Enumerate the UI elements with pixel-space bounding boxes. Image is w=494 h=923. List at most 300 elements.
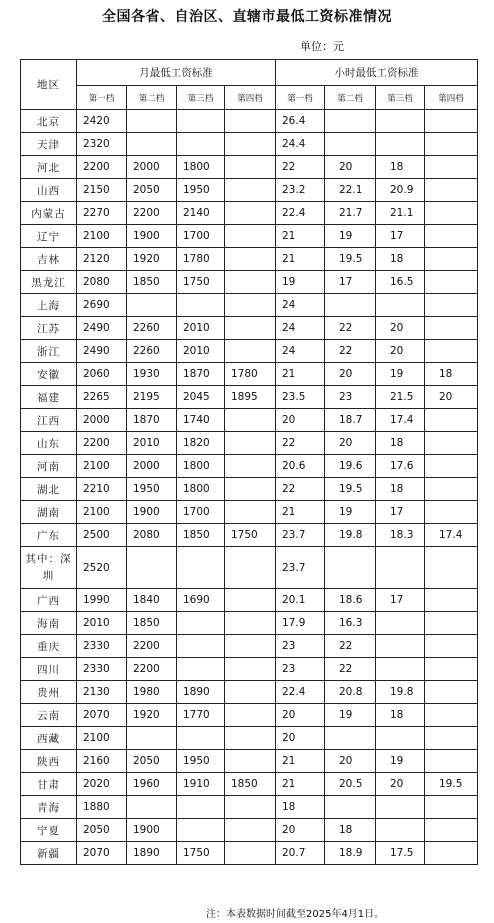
hourly-tier-3-cell: 20 <box>376 340 425 363</box>
monthly-tier-3-cell: 1770 <box>177 704 225 727</box>
region-cell: 海南 <box>21 612 77 635</box>
monthly-tier-4-cell <box>225 796 276 819</box>
monthly-tier-3-cell <box>177 612 225 635</box>
monthly-tier-2-cell: 2080 <box>127 524 177 547</box>
hourly-tier-3-cell <box>376 796 425 819</box>
monthly-tier-2-cell: 1870 <box>127 409 177 432</box>
monthly-tier-1-cell: 2330 <box>77 658 127 681</box>
hourly-tier-3-cell: 17 <box>376 589 425 612</box>
hourly-tier-1-cell: 24 <box>276 317 325 340</box>
monthly-tier-2-cell: 1950 <box>127 478 177 501</box>
region-cell: 江西 <box>21 409 77 432</box>
region-cell: 河北 <box>21 156 77 179</box>
monthly-tier-4-cell <box>225 589 276 612</box>
hourly-tier-3-cell: 20 <box>376 317 425 340</box>
monthly-tier-1-cell: 2100 <box>77 225 127 248</box>
monthly-tier-2-cell: 2200 <box>127 658 177 681</box>
table-row <box>21 478 478 501</box>
monthly-tier-3-cell <box>177 110 225 133</box>
monthly-tier-4-cell <box>225 202 276 225</box>
hourly-tier-1-cell: 23 <box>276 635 325 658</box>
hourly-tier-3-cell: 18.3 <box>376 524 425 547</box>
table-row <box>21 750 478 773</box>
hourly-tier-3-cell: 16.5 <box>376 271 425 294</box>
table-row <box>21 386 478 409</box>
monthly-tier-2-cell: 2000 <box>127 455 177 478</box>
hourly-tier-4-cell: 19.5 <box>425 773 478 796</box>
monthly-tier-4-cell <box>225 432 276 455</box>
hourly-tier-4-cell <box>425 225 478 248</box>
region-cell: 天津 <box>21 133 77 156</box>
hourly-tier-2-cell <box>325 547 376 589</box>
region-cell: 陕西 <box>21 750 77 773</box>
hourly-tier-1-cell: 23.7 <box>276 524 325 547</box>
hourly-tier-1-cell: 22 <box>276 432 325 455</box>
hourly-tier-1-cell: 20 <box>276 409 325 432</box>
table-row <box>21 271 478 294</box>
region-cell: 西藏 <box>21 727 77 750</box>
monthly-tier-1-cell: 2050 <box>77 819 127 842</box>
monthly-tier-3-cell: 1950 <box>177 750 225 773</box>
region-cell: 黑龙江 <box>21 271 77 294</box>
monthly-tier-1-cell: 2520 <box>77 547 127 589</box>
hourly-tier-2-cell: 19.8 <box>325 524 376 547</box>
monthly-tier-4-cell <box>225 612 276 635</box>
hourly-tier-3-cell <box>376 819 425 842</box>
hourly-tier-1-cell: 23.5 <box>276 386 325 409</box>
monthly-tier-4-cell <box>225 225 276 248</box>
hourly-tier-4-cell <box>425 727 478 750</box>
monthly-tier-4-cell <box>225 819 276 842</box>
hourly-tier-4-cell <box>425 248 478 271</box>
hourly-tier-3-cell: 19 <box>376 363 425 386</box>
hourly-tier-4-cell <box>425 409 478 432</box>
region-cell: 北京 <box>21 110 77 133</box>
table-row <box>21 589 478 612</box>
monthly-tier-1-cell: 2200 <box>77 432 127 455</box>
monthly-tier-2-cell <box>127 547 177 589</box>
hourly-tier-3-header: 第三档 <box>376 86 425 110</box>
monthly-tier-1-cell: 2100 <box>77 455 127 478</box>
monthly-tier-2-cell: 1850 <box>127 612 177 635</box>
hourly-tier-4-cell: 17.4 <box>425 524 478 547</box>
hourly-header: 小时最低工资标准 <box>276 60 478 86</box>
table-row <box>21 248 478 271</box>
hourly-tier-3-cell: 18 <box>376 704 425 727</box>
monthly-tier-4-cell <box>225 156 276 179</box>
monthly-tier-3-cell <box>177 294 225 317</box>
hourly-tier-1-cell: 20.6 <box>276 455 325 478</box>
monthly-tier-4-cell <box>225 635 276 658</box>
monthly-tier-3-cell: 2045 <box>177 386 225 409</box>
monthly-tier-1-cell: 2150 <box>77 179 127 202</box>
hourly-tier-4-cell <box>425 156 478 179</box>
monthly-tier-2-cell: 1900 <box>127 819 177 842</box>
hourly-tier-4-cell <box>425 110 478 133</box>
monthly-tier-4-cell <box>225 294 276 317</box>
monthly-tier-3-cell: 1890 <box>177 681 225 704</box>
monthly-tier-2-cell: 2195 <box>127 386 177 409</box>
monthly-tier-4-cell <box>225 455 276 478</box>
hourly-tier-2-cell: 19 <box>325 704 376 727</box>
hourly-tier-1-cell: 24.4 <box>276 133 325 156</box>
table-row <box>21 704 478 727</box>
hourly-tier-4-cell <box>425 501 478 524</box>
region-cell: 湖北 <box>21 478 77 501</box>
table-row <box>21 658 478 681</box>
hourly-tier-4-cell <box>425 547 478 589</box>
hourly-tier-3-cell: 18 <box>376 478 425 501</box>
monthly-tier-2-cell: 1980 <box>127 681 177 704</box>
monthly-tier-3-cell: 1950 <box>177 179 225 202</box>
monthly-tier-2-cell <box>127 294 177 317</box>
hourly-tier-2-cell <box>325 796 376 819</box>
monthly-tier-3-cell: 1750 <box>177 271 225 294</box>
hourly-tier-4-cell <box>425 202 478 225</box>
monthly-tier-2-cell <box>127 133 177 156</box>
hourly-tier-2-cell <box>325 727 376 750</box>
monthly-tier-3-cell: 1870 <box>177 363 225 386</box>
monthly-tier-3-cell: 2010 <box>177 340 225 363</box>
table-row <box>21 179 478 202</box>
region-cell: 福建 <box>21 386 77 409</box>
region-cell: 山西 <box>21 179 77 202</box>
hourly-tier-1-cell: 21 <box>276 750 325 773</box>
monthly-tier-1-cell: 2000 <box>77 409 127 432</box>
hourly-tier-1-cell: 20.7 <box>276 842 325 865</box>
monthly-tier-1-cell: 1990 <box>77 589 127 612</box>
monthly-tier-2-cell: 1850 <box>127 271 177 294</box>
region-cell: 江苏 <box>21 317 77 340</box>
hourly-tier-1-cell: 21 <box>276 248 325 271</box>
table-row <box>21 547 478 589</box>
monthly-tier-1-cell: 2060 <box>77 363 127 386</box>
hourly-tier-4-cell <box>425 179 478 202</box>
monthly-tier-2-cell: 2260 <box>127 340 177 363</box>
monthly-tier-3-cell: 2140 <box>177 202 225 225</box>
hourly-tier-4-cell: 20 <box>425 386 478 409</box>
hourly-tier-2-cell: 22 <box>325 317 376 340</box>
hourly-tier-3-cell <box>376 110 425 133</box>
unit-label: 单位：元 <box>300 40 344 53</box>
monthly-tier-2-cell <box>127 727 177 750</box>
monthly-tier-2-cell: 1840 <box>127 589 177 612</box>
monthly-tier-3-cell: 1850 <box>177 524 225 547</box>
hourly-tier-4-cell <box>425 635 478 658</box>
monthly-tier-4-cell: 1780 <box>225 363 276 386</box>
hourly-tier-2-cell: 19.5 <box>325 478 376 501</box>
region-cell: 四川 <box>21 658 77 681</box>
hourly-tier-3-cell: 17.4 <box>376 409 425 432</box>
region-cell: 贵州 <box>21 681 77 704</box>
hourly-tier-4-cell <box>425 658 478 681</box>
hourly-tier-2-cell <box>325 133 376 156</box>
hourly-tier-3-cell: 18 <box>376 156 425 179</box>
hourly-tier-2-cell: 18 <box>325 819 376 842</box>
hourly-tier-3-cell <box>376 658 425 681</box>
hourly-tier-1-cell: 22 <box>276 156 325 179</box>
monthly-tier-3-cell: 1910 <box>177 773 225 796</box>
table-row <box>21 317 478 340</box>
monthly-tier-1-cell: 2265 <box>77 386 127 409</box>
table-row <box>21 727 478 750</box>
monthly-tier-1-cell: 2490 <box>77 317 127 340</box>
hourly-tier-4-cell <box>425 842 478 865</box>
monthly-tier-4-cell <box>225 478 276 501</box>
hourly-tier-3-cell <box>376 547 425 589</box>
monthly-tier-1-cell: 2070 <box>77 704 127 727</box>
hourly-tier-3-cell: 17.5 <box>376 842 425 865</box>
hourly-tier-2-cell: 20 <box>325 432 376 455</box>
region-cell: 湖南 <box>21 501 77 524</box>
min-wage-table <box>20 59 478 865</box>
hourly-tier-1-cell: 22.4 <box>276 681 325 704</box>
monthly-tier-4-cell <box>225 133 276 156</box>
table-body <box>21 60 478 865</box>
hourly-tier-4-cell: 18 <box>425 363 478 386</box>
hourly-tier-1-cell: 23.7 <box>276 547 325 589</box>
hourly-tier-2-cell: 20 <box>325 750 376 773</box>
monthly-tier-4-cell <box>225 317 276 340</box>
monthly-tier-4-cell: 1850 <box>225 773 276 796</box>
monthly-tier-2-cell: 2200 <box>127 202 177 225</box>
monthly-tier-1-header: 第一档 <box>77 86 127 110</box>
hourly-tier-1-cell: 18 <box>276 796 325 819</box>
table-row <box>21 409 478 432</box>
monthly-tier-2-cell: 1920 <box>127 248 177 271</box>
hourly-tier-2-cell: 18.9 <box>325 842 376 865</box>
hourly-tier-3-cell: 19.8 <box>376 681 425 704</box>
region-cell: 新疆 <box>21 842 77 865</box>
monthly-tier-3-cell: 1700 <box>177 225 225 248</box>
hourly-tier-1-cell: 21 <box>276 363 325 386</box>
monthly-tier-4-cell <box>225 750 276 773</box>
hourly-tier-1-cell: 17.9 <box>276 612 325 635</box>
monthly-tier-4-cell: 1750 <box>225 524 276 547</box>
monthly-tier-2-cell: 1900 <box>127 501 177 524</box>
monthly-tier-4-cell <box>225 727 276 750</box>
hourly-tier-3-cell <box>376 635 425 658</box>
page-title: 全国各省、自治区、直辖市最低工资标准情况 <box>102 9 392 25</box>
monthly-tier-4-cell <box>225 409 276 432</box>
monthly-tier-2-cell: 2260 <box>127 317 177 340</box>
monthly-tier-2-cell <box>127 796 177 819</box>
header-row <box>21 60 478 86</box>
region-cell: 重庆 <box>21 635 77 658</box>
hourly-tier-1-cell: 19 <box>276 271 325 294</box>
hourly-tier-2-cell: 19 <box>325 225 376 248</box>
monthly-tier-2-header: 第二档 <box>127 86 177 110</box>
region-cell: 广西 <box>21 589 77 612</box>
monthly-tier-3-cell <box>177 635 225 658</box>
region-header: 地区 <box>21 60 77 110</box>
hourly-tier-2-cell: 20.5 <box>325 773 376 796</box>
hourly-tier-2-cell: 17 <box>325 271 376 294</box>
region-cell: 辽宁 <box>21 225 77 248</box>
hourly-tier-1-cell: 20 <box>276 704 325 727</box>
monthly-tier-3-cell <box>177 133 225 156</box>
monthly-tier-4-cell <box>225 340 276 363</box>
hourly-tier-1-cell: 26.4 <box>276 110 325 133</box>
monthly-tier-4-cell <box>225 248 276 271</box>
hourly-tier-1-cell: 23 <box>276 658 325 681</box>
monthly-tier-2-cell: 2000 <box>127 156 177 179</box>
monthly-tier-2-cell: 1900 <box>127 225 177 248</box>
monthly-tier-2-cell: 1890 <box>127 842 177 865</box>
monthly-tier-1-cell: 2420 <box>77 110 127 133</box>
region-cell: 上海 <box>21 294 77 317</box>
monthly-header: 月最低工资标准 <box>77 60 276 86</box>
monthly-tier-3-header: 第三档 <box>177 86 225 110</box>
hourly-tier-1-cell: 21 <box>276 501 325 524</box>
hourly-tier-3-cell: 19 <box>376 750 425 773</box>
region-cell: 浙江 <box>21 340 77 363</box>
region-cell: 广东 <box>21 524 77 547</box>
hourly-tier-4-cell <box>425 704 478 727</box>
hourly-tier-1-header: 第一档 <box>276 86 325 110</box>
hourly-tier-1-cell: 24 <box>276 294 325 317</box>
monthly-tier-4-cell <box>225 681 276 704</box>
hourly-tier-2-cell: 22 <box>325 635 376 658</box>
table-row <box>21 110 478 133</box>
monthly-tier-4-cell <box>225 704 276 727</box>
monthly-tier-4-cell <box>225 842 276 865</box>
hourly-tier-4-cell <box>425 819 478 842</box>
hourly-tier-1-cell: 21 <box>276 773 325 796</box>
monthly-tier-1-cell: 2270 <box>77 202 127 225</box>
hourly-tier-2-cell: 23 <box>325 386 376 409</box>
hourly-tier-3-cell <box>376 727 425 750</box>
hourly-tier-3-cell <box>376 612 425 635</box>
table-row <box>21 612 478 635</box>
monthly-tier-1-cell: 2210 <box>77 478 127 501</box>
region-cell: 宁夏 <box>21 819 77 842</box>
region-cell: 青海 <box>21 796 77 819</box>
hourly-tier-3-cell <box>376 133 425 156</box>
hourly-tier-4-cell <box>425 589 478 612</box>
hourly-tier-1-cell: 22.4 <box>276 202 325 225</box>
monthly-tier-2-cell: 1920 <box>127 704 177 727</box>
table-row <box>21 202 478 225</box>
monthly-tier-1-cell: 2690 <box>77 294 127 317</box>
monthly-tier-1-cell: 2500 <box>77 524 127 547</box>
monthly-tier-1-cell: 2130 <box>77 681 127 704</box>
monthly-tier-3-cell <box>177 727 225 750</box>
table-row <box>21 796 478 819</box>
region-cell: 其中：深圳 <box>21 547 77 589</box>
region-cell: 甘肃 <box>21 773 77 796</box>
monthly-tier-3-cell <box>177 819 225 842</box>
monthly-tier-2-cell: 2200 <box>127 635 177 658</box>
hourly-tier-2-cell: 22 <box>325 340 376 363</box>
hourly-tier-4-cell <box>425 432 478 455</box>
hourly-tier-1-cell: 20 <box>276 727 325 750</box>
hourly-tier-2-cell <box>325 294 376 317</box>
hourly-tier-2-cell: 20 <box>325 156 376 179</box>
hourly-tier-1-cell: 20.1 <box>276 589 325 612</box>
monthly-tier-2-cell: 2010 <box>127 432 177 455</box>
monthly-tier-1-cell: 2100 <box>77 501 127 524</box>
table-row <box>21 681 478 704</box>
hourly-tier-1-cell: 20 <box>276 819 325 842</box>
hourly-tier-2-cell: 22.1 <box>325 179 376 202</box>
monthly-tier-3-cell: 1740 <box>177 409 225 432</box>
monthly-tier-1-cell: 2330 <box>77 635 127 658</box>
monthly-tier-1-cell: 2080 <box>77 271 127 294</box>
hourly-tier-2-cell <box>325 110 376 133</box>
monthly-tier-4-cell <box>225 658 276 681</box>
monthly-tier-2-cell: 1930 <box>127 363 177 386</box>
region-cell: 云南 <box>21 704 77 727</box>
monthly-tier-3-cell <box>177 547 225 589</box>
monthly-tier-4-header: 第四档 <box>225 86 276 110</box>
hourly-tier-4-cell <box>425 294 478 317</box>
hourly-tier-1-cell: 23.2 <box>276 179 325 202</box>
monthly-tier-4-cell <box>225 179 276 202</box>
monthly-tier-4-cell: 1895 <box>225 386 276 409</box>
region-cell: 安徽 <box>21 363 77 386</box>
hourly-tier-4-cell <box>425 340 478 363</box>
hourly-tier-4-header: 第四档 <box>425 86 478 110</box>
hourly-tier-4-cell <box>425 317 478 340</box>
monthly-tier-4-cell <box>225 110 276 133</box>
hourly-tier-2-header: 第二档 <box>325 86 376 110</box>
footnote: 注：本表数据时间截至2025年4月1日。 <box>206 909 385 920</box>
table-row <box>21 773 478 796</box>
hourly-tier-3-cell: 21.5 <box>376 386 425 409</box>
hourly-tier-2-cell: 22 <box>325 658 376 681</box>
monthly-tier-3-cell: 1690 <box>177 589 225 612</box>
monthly-tier-2-cell <box>127 110 177 133</box>
hourly-tier-4-cell <box>425 750 478 773</box>
hourly-tier-1-cell: 24 <box>276 340 325 363</box>
region-cell: 吉林 <box>21 248 77 271</box>
monthly-tier-3-cell: 1780 <box>177 248 225 271</box>
hourly-tier-2-cell: 19.5 <box>325 248 376 271</box>
region-cell: 内蒙古 <box>21 202 77 225</box>
monthly-tier-1-cell: 2320 <box>77 133 127 156</box>
table-row <box>21 501 478 524</box>
table-row <box>21 340 478 363</box>
hourly-tier-2-cell: 18.7 <box>325 409 376 432</box>
hourly-tier-3-cell: 21.1 <box>376 202 425 225</box>
table-row <box>21 432 478 455</box>
monthly-tier-1-cell: 2490 <box>77 340 127 363</box>
monthly-tier-2-cell: 2050 <box>127 179 177 202</box>
hourly-tier-4-cell <box>425 681 478 704</box>
hourly-tier-3-cell: 18 <box>376 248 425 271</box>
table-row <box>21 133 478 156</box>
table-row <box>21 819 478 842</box>
table-row <box>21 294 478 317</box>
hourly-tier-2-cell: 18.6 <box>325 589 376 612</box>
hourly-tier-4-cell <box>425 455 478 478</box>
table-row <box>21 635 478 658</box>
hourly-tier-2-cell: 19 <box>325 501 376 524</box>
monthly-tier-4-cell <box>225 547 276 589</box>
hourly-tier-3-cell <box>376 294 425 317</box>
hourly-tier-4-cell <box>425 478 478 501</box>
monthly-tier-1-cell: 2200 <box>77 156 127 179</box>
monthly-tier-1-cell: 2020 <box>77 773 127 796</box>
hourly-tier-3-cell: 20 <box>376 773 425 796</box>
table-row <box>21 842 478 865</box>
monthly-tier-3-cell: 1800 <box>177 455 225 478</box>
hourly-tier-4-cell <box>425 796 478 819</box>
hourly-tier-4-cell <box>425 271 478 294</box>
monthly-tier-3-cell: 1820 <box>177 432 225 455</box>
table-row <box>21 524 478 547</box>
